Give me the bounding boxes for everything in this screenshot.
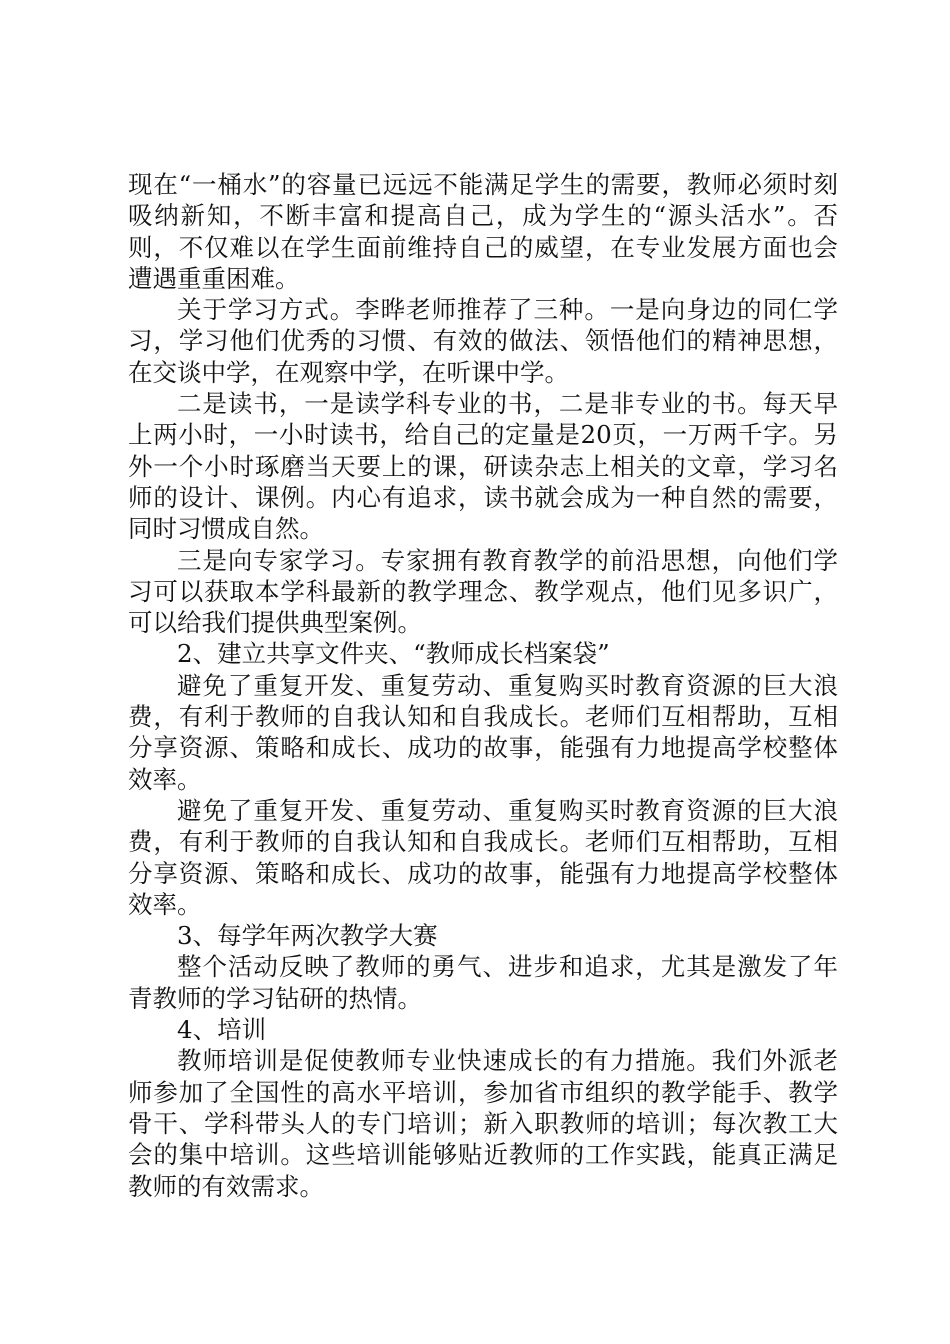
paragraph-9: 整个活动反映了教师的勇气、进步和追求，尤其是激发了年青教师的学习钻研的热情。 — [128, 952, 838, 1013]
paragraph-4: 三是向专家学习。专家拥有教育教学的前沿思想，向他们学习可以获取本学科最新的教学理念、教学观点，他们见多识广，可以给我们提供典型案例。 — [128, 545, 838, 638]
paragraph-2: 关于学习方式。李晔老师推荐了三种。一是向身边的同仁学习，学习他们优秀的习惯、有效的做法、领悟他们的精神思想，在交谈中学，在观察中学，在听课中学。 — [128, 295, 838, 387]
document-page — [128, 169, 838, 1202]
section-heading-2: 2、建立共享文件夹、“教师成长档案袋” — [177, 639, 610, 669]
paragraph-6: 避免了重复开发、重复劳动、重复购买时教育资源的巨大浪费，有利于教师的自我认知和自我成长。老师们互相帮助，互相分享资源、策略和成长、成功的故事，能强有力地提高学校整体效率。 — [128, 670, 838, 794]
paragraph-1: 现在“一桶水”的容量已远远不能满足学生的需要，教师必须时刻吸纳新知，不断丰富和提高自己，成为学生的“源头活水”。否则，不仅难以在学生面前维持自己的威望，在专业发展方面也会遭遇重重困难。 — [128, 170, 838, 293]
paragraph-7: 避免了重复开发、重复劳动、重复购买时教育资源的巨大浪费，有利于教师的自我认知和自我成长。老师们互相帮助，互相分享资源、策略和成长、成功的故事，能强有力地提高学校整体效率。 — [128, 795, 838, 919]
paragraph-3: 二是读书，一是读学科专业的书，二是非专业的书。每天早上两小时，一小时读书，给自己的定量是20页，一万两千字。另外一个小时琢磨当天要上的课，研读杂志上相关的文章，学习名师的设计、课例。内心有追求，读书就会成为一种自然的需要，同时习惯成自然。 — [128, 389, 838, 544]
paragraph-11: 教师培训是促使教师专业快速成长的有力措施。我们外派老师参加了全国性的高水平培训，参加省市组织的教学能手、教学骨干、学科带头人的专门培训；新入职教师的培训；每次教工大会的集中培训。这些培训能够贴近教师的工作实践，能真正满足教师的有效需求。 — [128, 1046, 838, 1201]
section-heading-4: 4、培训 — [177, 1015, 267, 1045]
section-heading-3: 3、每学年两次教学大赛 — [177, 921, 438, 951]
